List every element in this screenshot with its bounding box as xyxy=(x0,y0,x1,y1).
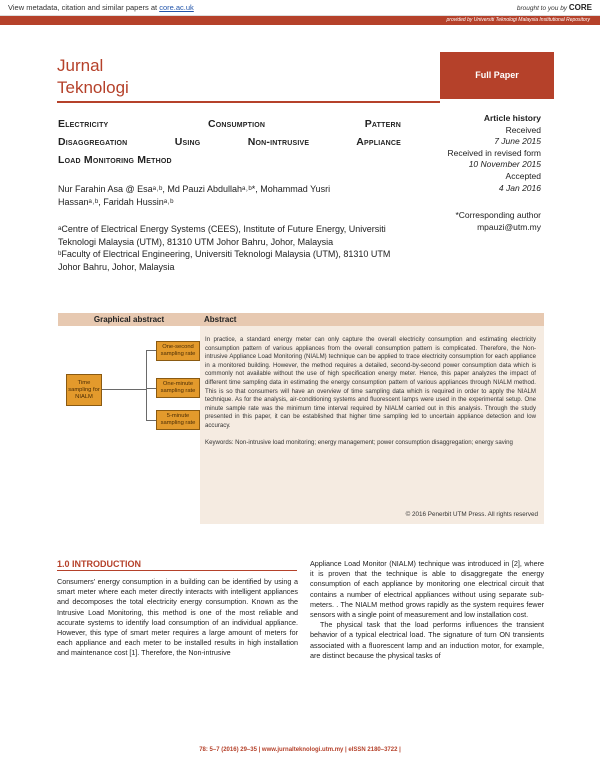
abstract-heading: Abstract xyxy=(200,313,544,326)
connector-branch-3 xyxy=(146,420,156,421)
authors-line1: Nur Farahin Asa @ Esaᵃ˒ᵇ, Md Pauzi Abdullahᵃ˒ᵇ*, Mohammad Yusri xyxy=(58,184,331,194)
affiliation-a: ᵃCentre of Electrical Energy Systems (CEES), Institute of Future Energy, Universiti Teknologi Malaysia (UTM), 81310 UTM Johor Bahru, Johor, Malaysia xyxy=(58,224,386,247)
provided-by-banner: provided by Universiti Teknologi Malaysia Institutional Repository xyxy=(0,16,600,25)
title-line3: Load Monitoring Method xyxy=(58,154,172,166)
brought-by-label: brought to you by xyxy=(516,5,568,12)
time-sampling-box: Time sampling for NIALM xyxy=(66,374,102,406)
connector-branch-1 xyxy=(146,350,156,351)
page-footer: 78: 5–7 (2016) 29–35 | www.jurnalteknologi.utm.my | eISSN 2180–3722 | xyxy=(199,747,401,753)
title-line1: Electricity Consumption Pattern xyxy=(58,118,401,130)
connector-trunk xyxy=(102,389,146,390)
corresponding-label: *Corresponding author xyxy=(455,210,541,220)
intro-paragraph-2: The physical task that the load performs influences the transient behavior of a typical electrical load. The signature of turn ON transients associated with a fluorescent lamp and an induction motor, for example, are distinct because the physical tasks of xyxy=(310,620,544,660)
affiliations xyxy=(58,223,403,273)
title-line2: Disaggregation Using Non-intrusive Appliance xyxy=(58,136,401,148)
affiliation-b: ᵇFaculty of Electrical Engineering, Universiti Teknologi Malaysia (UTM), 81310 UTM Johor Bahru, Johor, Malaysia xyxy=(58,249,391,272)
top-bar xyxy=(0,0,600,16)
author-list xyxy=(58,183,408,209)
copyright: © 2016 Penerbit UTM Press. All rights reserved xyxy=(405,511,538,518)
header-rule xyxy=(57,101,440,103)
corresponding-author xyxy=(410,209,541,233)
core-badge[interactable] xyxy=(517,3,592,12)
metadata-label: View metadata, citation and similar papers at xyxy=(8,3,158,12)
connector-branch-2 xyxy=(146,388,156,389)
graphical-abstract-heading: Graphical abstract xyxy=(58,313,200,326)
intro-column-right xyxy=(310,559,544,661)
accepted-date: 4 Jan 2016 xyxy=(498,182,541,193)
article-history xyxy=(410,113,541,194)
keywords: Keywords: Non-intrusive load monitoring; energy management; power consumption disaggregation; energy saving xyxy=(205,438,513,446)
journal-name-line2: Teknologi xyxy=(57,78,129,97)
full-paper-badge: Full Paper xyxy=(440,52,554,99)
corresponding-email[interactable]: mpauzi@utm.my xyxy=(477,222,541,232)
received-date: 7 June 2015 xyxy=(494,136,541,147)
paper-title xyxy=(58,115,401,169)
metadata-link-text[interactable] xyxy=(8,3,194,12)
history-heading: Article history xyxy=(483,113,541,123)
core-logo-text: CORE xyxy=(568,3,592,12)
received-label: Received xyxy=(505,124,541,135)
one-minute-box: One-minute sampling rate xyxy=(156,378,200,398)
revised-date: 10 November 2015 xyxy=(468,159,541,170)
section-heading-introduction: 1.0 INTRODUCTION xyxy=(57,559,142,569)
accepted-label: Accepted xyxy=(505,170,541,181)
abstract-body xyxy=(200,326,544,524)
core-link[interactable]: core.ac.uk xyxy=(159,3,194,12)
section-rule xyxy=(57,570,297,571)
graphical-abstract-diagram xyxy=(66,338,206,438)
five-minute-box: 5-minute sampling rate xyxy=(156,410,200,430)
intro-paragraph-1: Appliance Load Monitor (NIALM) technique was introduced in [2], where it is proven that the technique is able to disaggregate the energy consumption of each appliance by monitoring one electrical circuit that contains a number of electrical appliances without using separate sub-meters. . The NIALM method grows rapidly as the system requires fewer sensors with a single point of measurement and low installation cost. xyxy=(310,559,544,620)
abstract-text: In practice, a standard energy meter can only capture the overall electricity consumption and estimating electricity consumption pattern of various appliances from the overall consumption pattern is complicated. Therefore, the Non-intrusive Appliance Load Monitoring (NIALM) technique can be applied to trace electricity consumption for each appliance in a monitored building. However, the method requires a detailed, second-by-second power consumption data which is commonly not available without the use of high specification energy meter. Hence, this paper analyzes the impact of different time sampling data in estimating the energy consumption pattern of various appliances through NIALM method. This is so that consumers will have an overview of time sampling data which is required in order to apply the NIALM technique. As for the analysis, air-conditioning systems and fluorescent lamps were used in the experimental setup. One minute sample rate was the minimum time interval required by NIALM carried out in this analysis. Through the study presented in this paper, it can be established that higher time sampling led to uncertain appliance detection and low accuracy. xyxy=(205,336,536,429)
one-second-box: One-second sampling rate xyxy=(156,341,200,361)
journal-name-line1: Jurnal xyxy=(57,56,104,75)
authors-line2: Hassanᵃ˒ᵇ, Faridah Hussinᵃ˒ᵇ xyxy=(58,197,174,207)
revised-label: Received in revised form xyxy=(447,147,541,158)
intro-column-left: Consumers’ energy consumption in a building can be identified by using a smart meter where each meter directly interacts with intelligent appliances and decomposes the total electricity energy consumption. Known as the Intrusive Load Monitoring, this method is one of the most reliable and accurate systems to identify load consumption of an individual appliance. However, this type of smart meter requires a large amount of meters for each appliance and each meter to be installed results in high installation and maintenance cost [1]. Therefore, the Non-intrusive xyxy=(57,577,298,658)
journal-name xyxy=(57,55,129,99)
connector-vertical xyxy=(146,350,147,421)
